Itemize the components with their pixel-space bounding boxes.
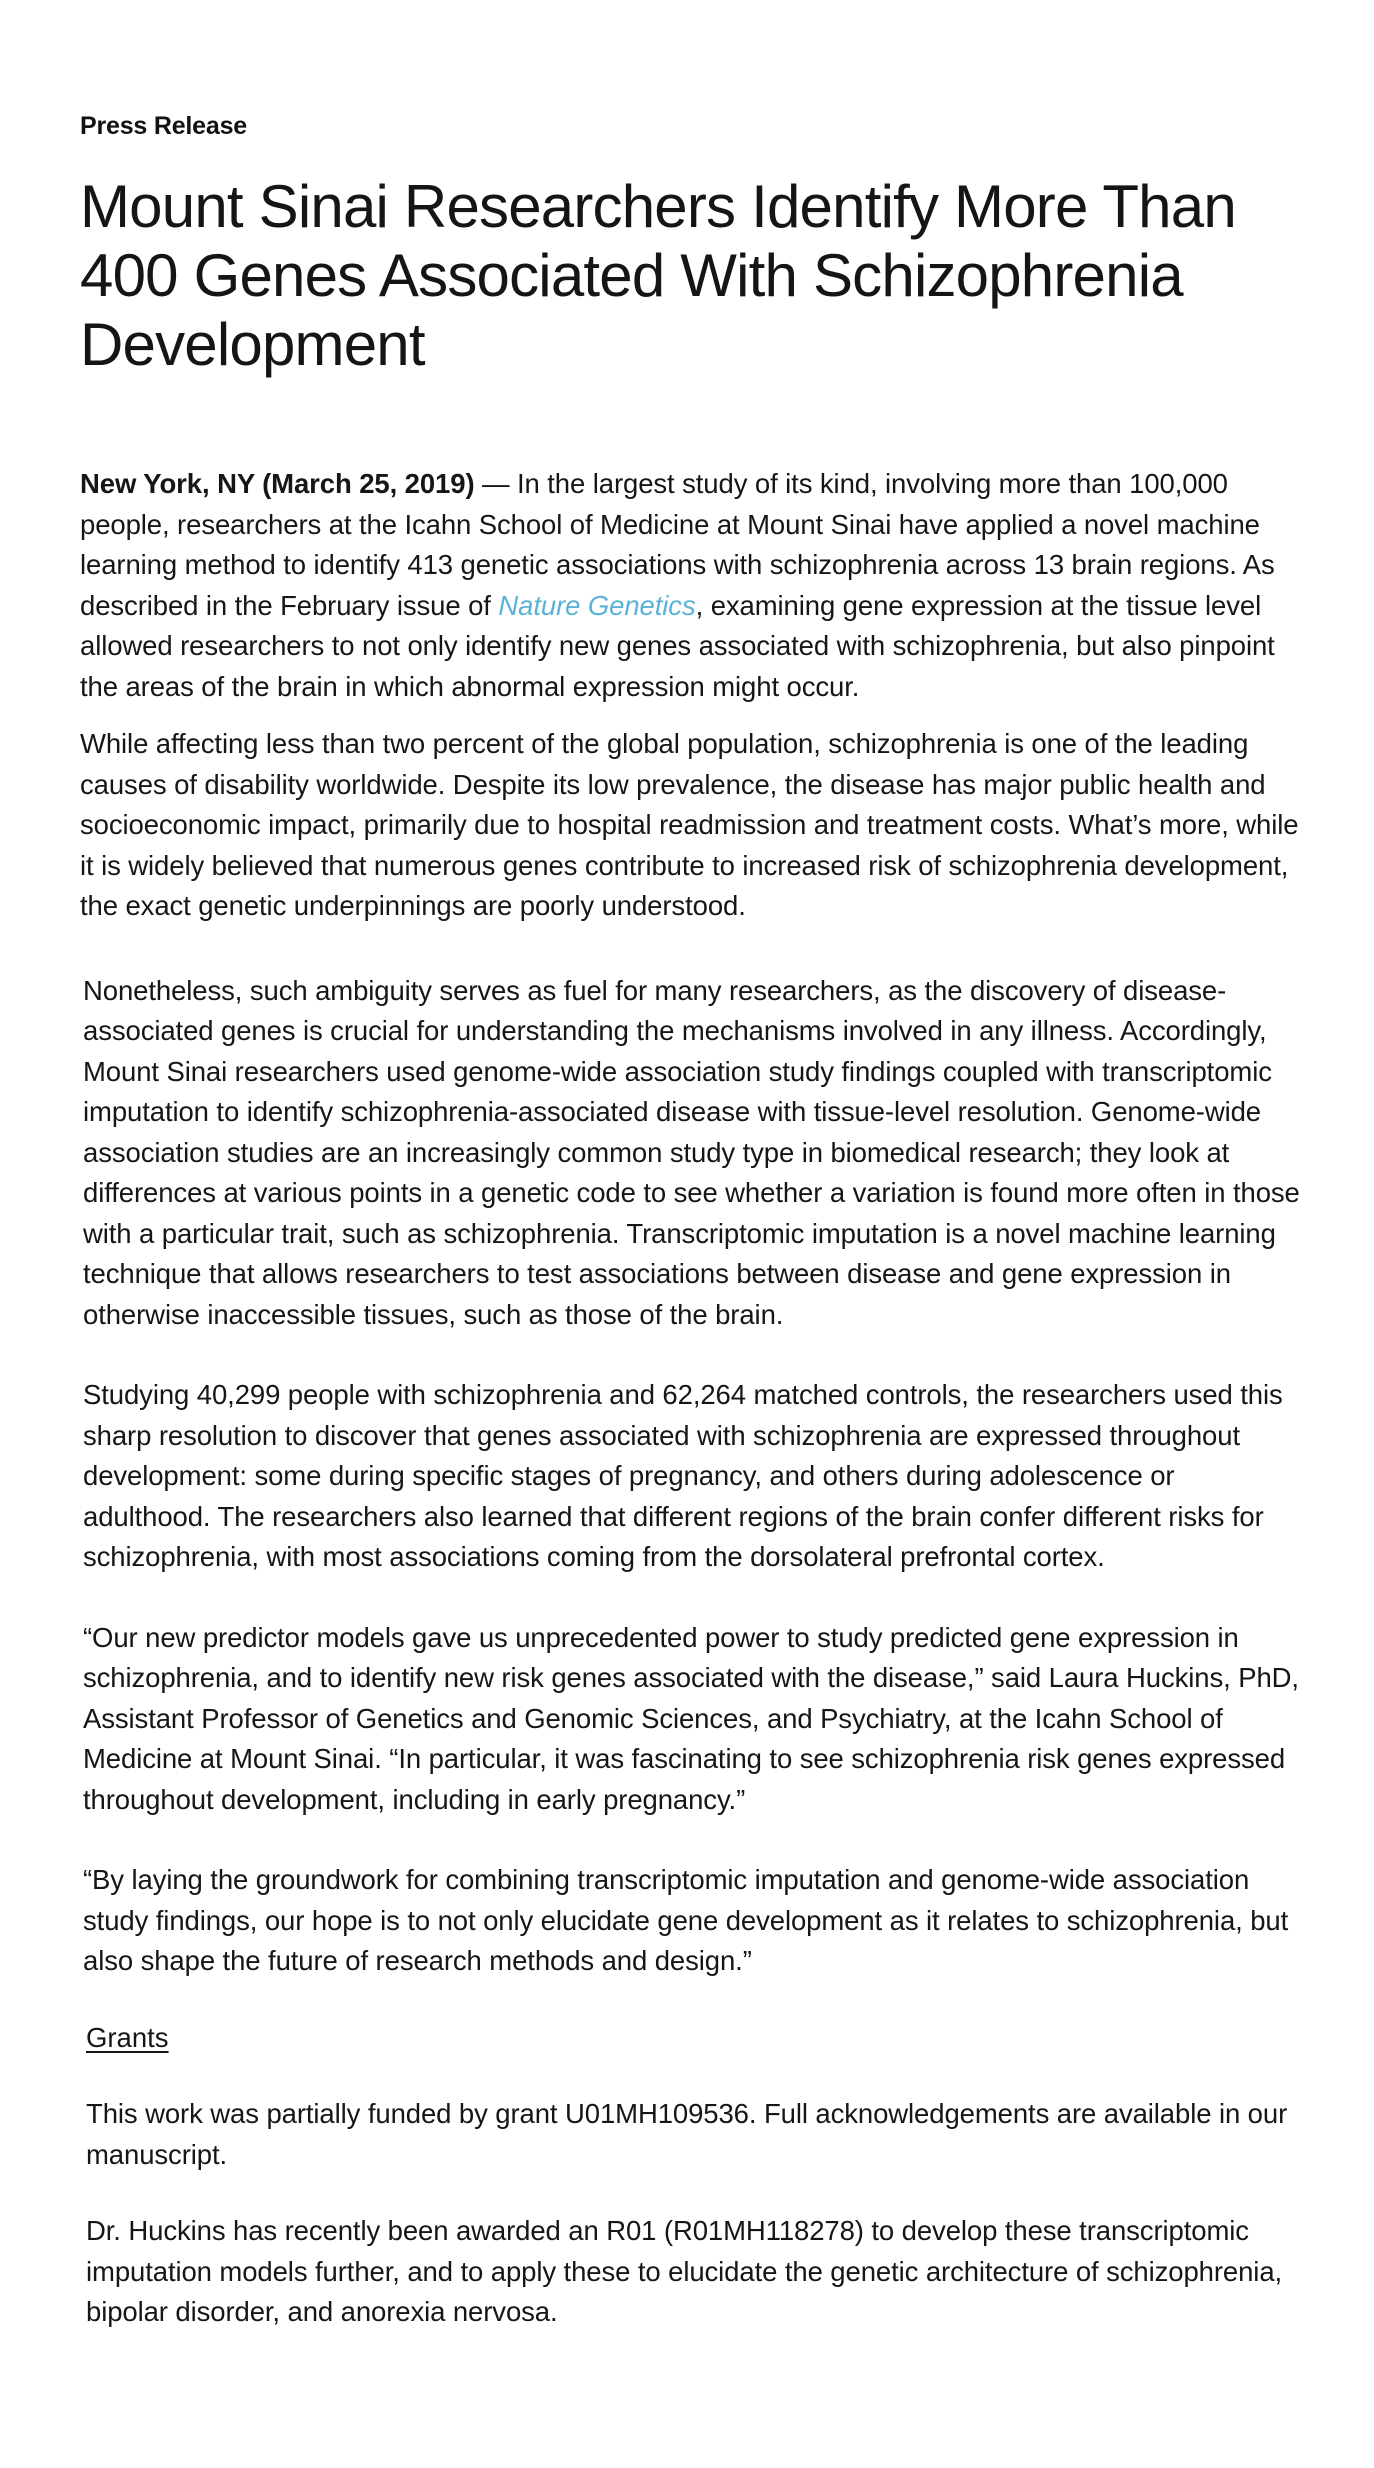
intro-text-after-link: , examining gene expression at the tissue level allowed researchers to not only identify new genes associated with schizophrenia, but also pinpoint the areas of the brain in which abnormal expression might occur. (80, 589, 1275, 702)
paragraph-quote-2: “By laying the groundwork for combining transcriptomic imputation and genome-wide association study findings, our hope is to not only elucidate gene development as it relates to schizophrenia, but also shape the future of research methods and design.” (83, 1864, 1289, 1976)
dateline: New York, NY (March 25, 2019) (80, 468, 475, 499)
paragraph-grant-funding: This work was partially funded by grant U01MH109536. Full acknowledgements are available in our manuscript. (86, 2098, 1288, 2170)
paragraph-quote-1: “Our new predictor models gave us unprecedented power to study predicted gene expression in schizophrenia, and to identify new risk genes associated with the disease,” said Laura Huckins, PhD, Assistant Professor of Genetics and Genomic Sciences, and Psychiatry, at the Icahn School of Medicine at Mount Sinai. “In particular, it was fascinating to see schizophrenia risk genes expressed throughout development, including in early pregnancy.” (83, 1621, 1299, 1815)
paragraph-methods: Nonetheless, such ambiguity serves as fuel for many researchers, as the discovery of disease-associated genes is crucial for understanding the mechanisms involved in any illness. Accordingly, Mount Sinai researchers used genome-wide association study findings coupled with transcriptomic imputation to identify schizophrenia-associated disease with tissue-level resolution. Genome-wide association studies are an increasingly common study type in biomedical research; they look at differences at various points in a genetic code to see whether a variation is found more often in those with a particular trait, such as schizophrenia. Transcriptomic imputation is a novel machine learning technique that allows researchers to test associations between disease and gene expression in otherwise inaccessible tissues, such as those of the brain. (83, 974, 1300, 1330)
press-release-article (80, 108, 1300, 2333)
paragraph-background: While affecting less than two percent of the global population, schizophrenia is one of the leading causes of disability worldwide. Despite its low prevalence, the disease has major public health and socioeconomic impact, primarily due to hospital readmission and treatment costs. What’s more, while it is widely believed that numerous genes contribute to increased risk of schizophrenia development, the exact genetic underpinnings are poorly understood. (80, 728, 1299, 921)
intro-paragraph (80, 464, 1300, 707)
paragraph-r01-award: Dr. Huckins has recently been awarded an R01 (R01MH118278) to develop these transcriptomic imputation models further, and to apply these to elucidate the genetic architecture of schizophrenia, bipolar disorder, and anorexia nervosa. (86, 2215, 1283, 2327)
nature-genetics-link[interactable]: Nature Genetics (498, 589, 696, 621)
grants-heading: Grants (86, 2021, 169, 2053)
press-release-label: Press Release (80, 112, 247, 140)
intro-text-before-link: — In the largest study of its kind, involving more than 100,000 people, researchers at the Icahn School of Medicine at Mount Sinai have applied a novel machine learning method to identify 413 genetic associations with schizophrenia across 13 brain regions. As described in the February issue of (80, 468, 1275, 621)
paragraph-findings: Studying 40,299 people with schizophrenia and 62,264 matched controls, the researchers used this sharp resolution to discover that genes associated with schizophrenia are expressed throughout development: some during specific stages of pregnancy, and others during adolescence or adulthood. The researchers also learned that different regions of the brain confer different risks for schizophrenia, with most associations coming from the dorsolateral prefrontal cortex. (83, 1379, 1283, 1572)
page-title: Mount Sinai Researchers Identify More Than 400 Genes Associated With Schizophrenia Development (80, 173, 1236, 378)
